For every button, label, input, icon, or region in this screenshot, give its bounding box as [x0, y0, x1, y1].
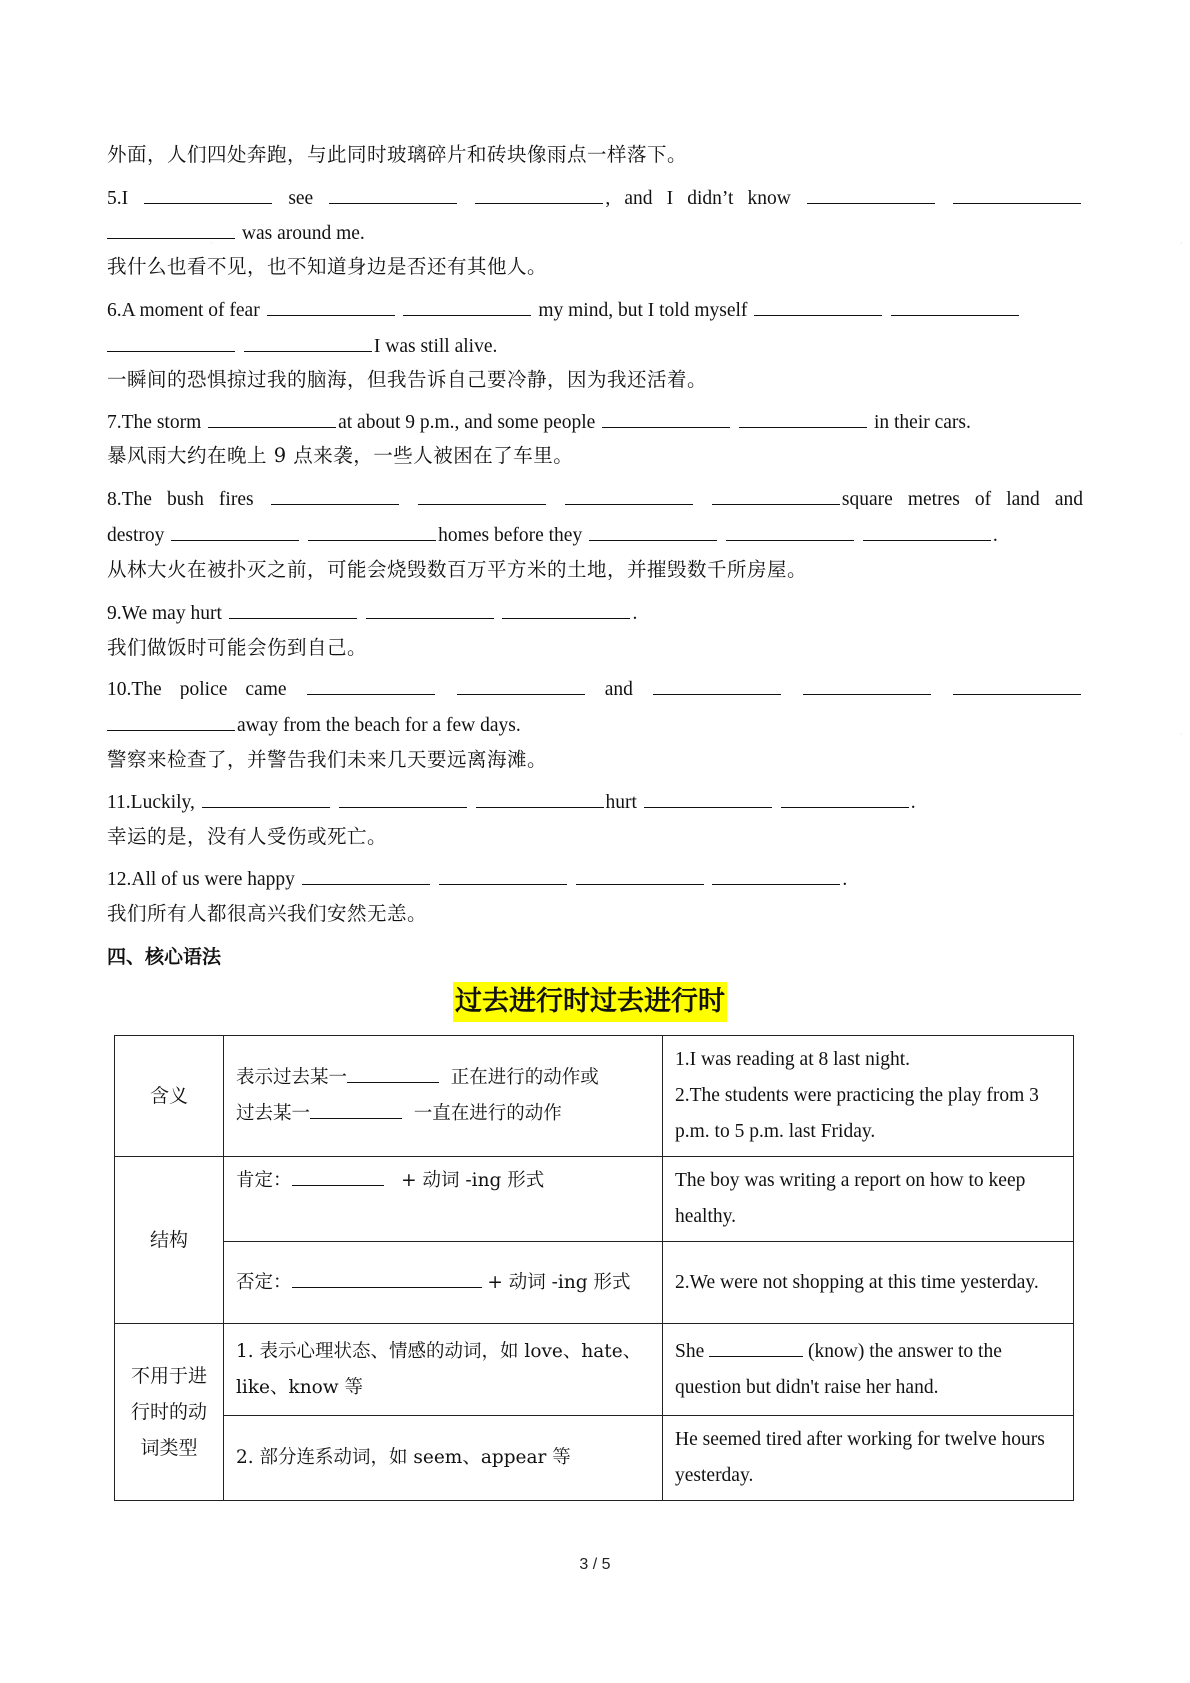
watermark: · — [1180, 239, 1183, 248]
q9-blank-2[interactable] — [366, 597, 494, 619]
q6-text-a: 6.A moment of fear — [107, 300, 260, 321]
q5-line-2 — [107, 217, 1083, 247]
q8-blank-3[interactable] — [565, 483, 693, 505]
q6-blank-1[interactable] — [267, 294, 395, 316]
row-label-verb-types: 不用于进行时的动词类型 — [115, 1324, 224, 1501]
q10-blank-6[interactable] — [107, 709, 235, 731]
q12-blank-1[interactable] — [302, 863, 430, 885]
negative-formula: + 动词 -ing 形式 — [487, 1271, 631, 1293]
q6-blank-5[interactable] — [107, 330, 235, 352]
section-heading: 四、核心语法 — [107, 946, 222, 968]
negative-blank[interactable] — [292, 1267, 482, 1288]
q6-blank-3[interactable] — [754, 294, 882, 316]
q9-blank-3[interactable] — [502, 597, 630, 619]
meaning-example-2: 2.The students were practicing the play from 3 p.m. to 5 p.m. last Friday. — [675, 1085, 1039, 1142]
q5-blank-5[interactable] — [953, 182, 1081, 204]
table-row-structure-negative — [115, 1242, 1074, 1324]
meaning-text-d: 一直在进行的动作 — [413, 1103, 562, 1124]
row-label-structure: 结构 — [115, 1157, 224, 1324]
q12-cn: 我们所有人都很高兴我们安然无恙。 — [107, 902, 428, 925]
q10-blank-1[interactable] — [307, 673, 435, 695]
q6-text-c: I was still alive. — [373, 336, 498, 357]
linking-verbs-description: 2. 部分连系动词，如 seem、appear 等 — [224, 1416, 663, 1501]
q8-cn: 从林大火在被扑灭之前，可能会烧毁数百万平方米的土地，并摧毁数千所房屋。 — [107, 558, 808, 581]
table-row-linking-verbs — [115, 1416, 1074, 1501]
q8-text-e: . — [992, 525, 998, 546]
table-row-structure-positive — [115, 1157, 1074, 1242]
row-label-meaning: 含义 — [115, 1036, 224, 1157]
stative-example-b: (know) the answer to the question but didn't raise her hand. — [675, 1340, 1002, 1398]
meaning-text-a: 表示过去某一 — [236, 1067, 348, 1088]
q11-text-c: . — [910, 792, 916, 813]
table-row-meaning — [115, 1036, 1074, 1157]
q11-line-1 — [107, 786, 1083, 816]
q5-blank-2[interactable] — [329, 182, 457, 204]
meaning-text-b: 正在进行的动作或 — [450, 1067, 599, 1088]
structure-negative-example: 2.We were not shopping at this time yesterday. — [663, 1242, 1074, 1324]
grammar-table — [114, 1035, 1074, 1501]
q7-cn: 暴风雨大约在晚上 9 点来袭，一些人被困在了车里。 — [107, 444, 574, 467]
q12-text-a: 12.All of us were happy — [107, 869, 295, 890]
q8-blank-5[interactable] — [171, 519, 299, 541]
q6-line-2 — [107, 330, 1083, 360]
stative-example-a: She — [675, 1340, 705, 1362]
q8-line-2 — [107, 519, 1083, 549]
grammar-title: 过去进行时过去进行时 — [453, 982, 727, 1022]
q7-line-1 — [107, 406, 1083, 436]
q10-blank-3[interactable] — [653, 673, 781, 695]
q11-blank-2[interactable] — [339, 786, 467, 808]
positive-formula: + 动词 -ing 形式 — [401, 1170, 545, 1191]
stative-verbs-example — [663, 1324, 1074, 1416]
q5-blank-4[interactable] — [807, 182, 935, 204]
q7-blank-3[interactable] — [739, 406, 867, 428]
q11-cn: 幸运的是，没有人受伤或死亡。 — [107, 825, 388, 848]
q10-text-a: 10.The police came — [107, 679, 287, 699]
q11-blank-4[interactable] — [644, 786, 772, 808]
q9-text-a: 9.We may hurt — [107, 603, 222, 624]
q11-blank-5[interactable] — [781, 786, 909, 808]
q8-blank-6[interactable] — [308, 519, 436, 541]
positive-blank[interactable] — [292, 1165, 384, 1186]
q10-blank-2[interactable] — [457, 673, 585, 695]
q10-blank-5[interactable] — [953, 673, 1081, 695]
q12-line-1 — [107, 863, 1083, 893]
q10-blank-4[interactable] — [803, 673, 931, 695]
q7-text-c: in their cars. — [873, 412, 971, 433]
q7-text-a: 7.The storm — [107, 412, 202, 433]
positive-label: 肯定： — [236, 1170, 292, 1191]
q8-blank-2[interactable] — [418, 483, 546, 505]
stative-verbs-description: 1. 表示心理状态、情感的动词，如 love、hate、like、know 等 — [224, 1324, 663, 1416]
linking-verbs-example: He seemed tired after working for twelve hours yesterday. — [663, 1416, 1074, 1501]
negative-label: 否定： — [236, 1271, 292, 1293]
q8-blank-1[interactable] — [271, 483, 399, 505]
meaning-blank-2[interactable] — [310, 1098, 402, 1119]
meaning-example-1: 1.I was reading at 8 last night. — [675, 1049, 911, 1070]
q9-text-b: . — [632, 603, 638, 624]
q11-text-a: 11.Luckily, — [107, 792, 195, 813]
meaning-blank-1[interactable] — [347, 1062, 439, 1083]
q8-blank-4[interactable] — [712, 483, 840, 505]
q12-blank-2[interactable] — [439, 863, 567, 885]
line-1-cn: 外面，人们四处奔跑，与此同时玻璃碎片和砖块像雨点一样落下。 — [107, 143, 688, 166]
q6-blank-2[interactable] — [403, 294, 531, 316]
table-row-stative-verbs — [115, 1324, 1074, 1416]
structure-negative — [224, 1242, 663, 1324]
q12-blank-4[interactable] — [712, 863, 840, 885]
meaning-text-c: 过去某一 — [236, 1103, 311, 1124]
q6-blank-6[interactable] — [244, 330, 372, 352]
q8-blank-8[interactable] — [726, 519, 854, 541]
q5-cn: 我什么也看不见，也不知道身边是否还有其他人。 — [107, 255, 548, 278]
q10-line-2 — [107, 709, 1083, 739]
q9-line-1 — [107, 597, 1083, 627]
q5-text-b: see — [288, 188, 314, 208]
q5-text-c: , and I didn’t know — [605, 188, 791, 208]
q8-blank-7[interactable] — [589, 519, 717, 541]
q10-line-1 — [107, 673, 1083, 699]
q6-text-b: my mind, but I told myself — [538, 300, 748, 321]
q11-blank-1[interactable] — [202, 786, 330, 808]
q8-text-c: destroy — [107, 525, 165, 546]
q12-blank-3[interactable] — [576, 863, 704, 885]
q5-line-1 — [107, 182, 1083, 208]
q12-text-b: . — [842, 869, 848, 890]
q8-text-b: square metres of land and — [841, 489, 1083, 509]
q9-blank-1[interactable] — [229, 597, 357, 619]
q6-line-1 — [107, 294, 1083, 324]
page-number: 3 / 5 — [579, 1556, 611, 1573]
q8-text-d: homes before they — [438, 525, 583, 546]
stative-example-blank[interactable] — [709, 1336, 803, 1357]
q11-text-b: hurt — [605, 792, 637, 813]
q8-text-a: 8.The bush fires — [107, 489, 254, 509]
q5-blank-1[interactable] — [144, 182, 272, 204]
q10-text-b: and — [604, 679, 633, 699]
q5-blank-3[interactable] — [475, 182, 603, 204]
q5-text-d: was around me. — [241, 223, 365, 244]
q8-line-1 — [107, 483, 1083, 509]
meaning-examples — [663, 1036, 1074, 1157]
q11-blank-3[interactable] — [476, 786, 604, 808]
structure-positive — [224, 1157, 663, 1242]
q10-text-c: away from the beach for a few days. — [237, 715, 521, 736]
q7-text-b: at about 9 p.m., and some people — [338, 412, 596, 433]
q7-blank-1[interactable] — [208, 406, 336, 428]
structure-positive-example: The boy was writing a report on how to keep healthy. — [663, 1157, 1074, 1242]
q6-cn: 一瞬间的恐惧掠过我的脑海，但我告诉自己要冷静，因为我还活着。 — [107, 368, 708, 391]
q5-text-a: 5.I — [107, 188, 129, 208]
q6-blank-4[interactable] — [891, 294, 1019, 316]
q10-cn: 警察来检查了，并警告我们未来几天要远离海滩。 — [107, 748, 548, 771]
watermark: · — [210, 239, 213, 248]
q8-blank-9[interactable] — [863, 519, 991, 541]
q5-blank-6[interactable] — [107, 217, 235, 239]
meaning-description — [224, 1036, 663, 1157]
q9-cn: 我们做饭时可能会伤到自己。 — [107, 636, 368, 659]
q7-blank-2[interactable] — [602, 406, 730, 428]
watermark: · — [1180, 730, 1183, 739]
